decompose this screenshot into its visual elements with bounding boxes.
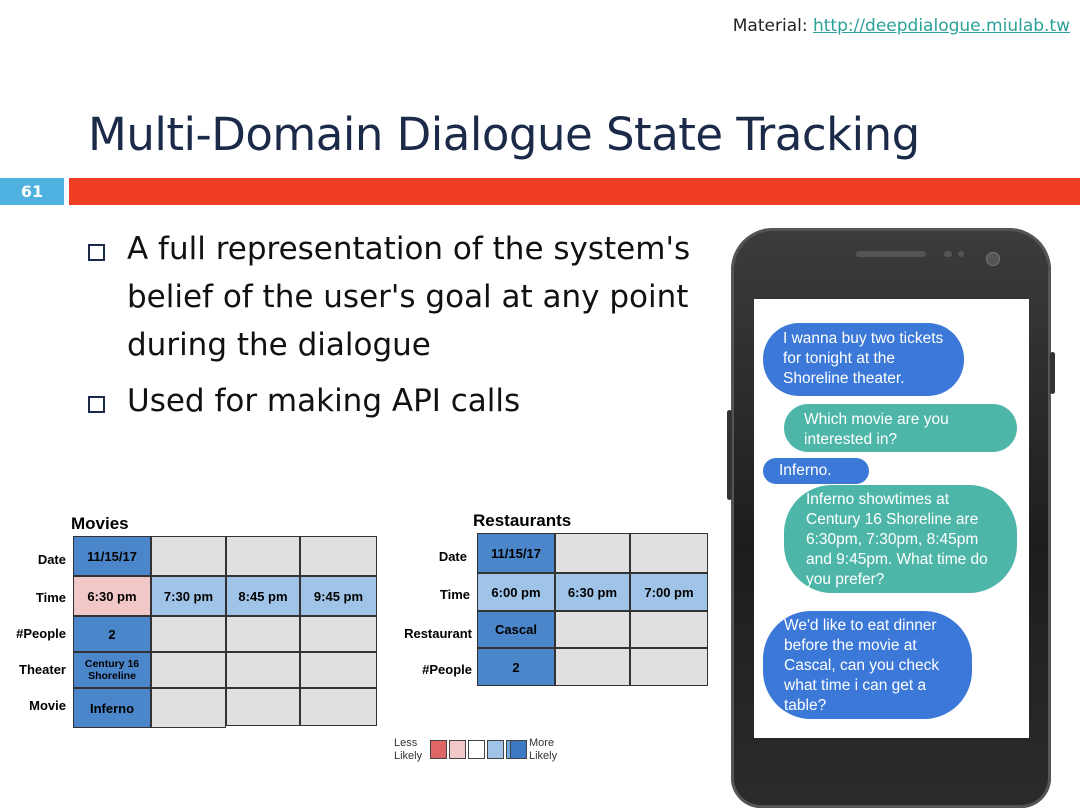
movies-cell	[151, 688, 226, 728]
restaurants-cell	[555, 611, 630, 648]
bullet-text: A full representation of the system's belief of the user's goal at any point during the dialogue	[127, 231, 691, 363]
restaurants-cell: 6:30 pm	[555, 573, 630, 611]
restaurants-row-label: Date	[438, 549, 467, 564]
movies-row-label: #People	[16, 626, 66, 641]
movies-cell: 11/15/17	[73, 536, 151, 576]
material-label: Material:	[732, 16, 808, 36]
movies-cell	[226, 536, 300, 576]
restaurants-row-label: #People	[422, 662, 472, 677]
restaurants-cell: 7:00 pm	[630, 573, 708, 611]
movies-cell	[151, 652, 226, 688]
restaurants-cell	[555, 533, 630, 573]
phone-power-button	[1050, 352, 1055, 394]
legend-less-label	[394, 737, 428, 763]
chat-bubble-user: Inferno.	[763, 458, 869, 484]
slide-number: 61	[0, 178, 64, 205]
bullet-list	[88, 225, 728, 433]
restaurants-row-label: Restaurant	[404, 626, 472, 641]
legend-swatch	[449, 740, 466, 759]
legend-less-line: Less	[394, 737, 418, 749]
movies-cell	[151, 536, 226, 576]
chat-bubble-user: I wanna buy two tickets for tonight at the Shoreline theater.	[763, 323, 964, 396]
legend-swatch	[510, 740, 527, 759]
movies-row-label: Time	[35, 590, 66, 605]
legend-swatch	[430, 740, 447, 759]
accent-bar	[69, 178, 1080, 205]
movies-cell	[151, 616, 226, 652]
restaurants-cell	[630, 533, 708, 573]
legend-more-label	[529, 737, 569, 763]
phone-camera-icon	[986, 252, 1000, 266]
movies-cell	[300, 652, 377, 688]
material-link[interactable]: http://deepdialogue.miulab.tw	[812, 16, 1070, 36]
movies-row-label: Date	[37, 552, 66, 567]
movies-cell: Inferno	[73, 688, 151, 728]
chat-bubble-user: We'd like to eat dinner before the movie at Cascal, can you check what time i can get a table?	[763, 611, 972, 719]
legend-swatch	[468, 740, 485, 759]
movies-cell: Century 16 Shoreline	[73, 652, 151, 688]
movies-cell: 9:45 pm	[300, 576, 377, 616]
restaurants-cell	[630, 611, 708, 648]
phone-sensor-icon	[944, 251, 952, 257]
movies-cell	[300, 536, 377, 576]
restaurants-cell: Cascal	[477, 611, 555, 648]
page-title: Multi-Domain Dialogue State Tracking	[88, 108, 920, 161]
bullet-item	[88, 225, 728, 369]
restaurants-row-label: Time	[439, 587, 470, 602]
chat-bubble-system: Which movie are you interested in?	[784, 404, 1017, 452]
square-bullet-icon	[88, 244, 105, 261]
movies-cell: 7:30 pm	[151, 576, 226, 616]
restaurants-cell: 6:00 pm	[477, 573, 555, 611]
phone-volume-button	[727, 410, 732, 500]
movies-table-title: Movies	[71, 514, 129, 533]
movies-row-label: Theater	[19, 662, 66, 677]
movies-cell: 2	[73, 616, 151, 652]
movies-row-label: Movie	[29, 698, 66, 713]
restaurants-cell	[630, 648, 708, 686]
chat-bubble-system: Inferno showtimes at Century 16 Shoreline are 6:30pm, 7:30pm, 8:45pm and 9:45pm. What time do you prefer?	[784, 485, 1017, 593]
movies-cell	[300, 616, 377, 652]
square-bullet-icon	[88, 396, 105, 413]
movies-cell: 8:45 pm	[226, 576, 300, 616]
restaurants-cell: 2	[477, 648, 555, 686]
bullet-item	[88, 377, 728, 425]
movies-cell	[226, 688, 300, 726]
legend-more-line: More	[529, 737, 555, 749]
movies-cell: 6:30 pm	[73, 576, 151, 616]
legend-swatch	[487, 740, 504, 759]
restaurants-cell	[555, 648, 630, 686]
restaurants-table-title: Restaurants	[473, 511, 572, 530]
phone-sensor-icon	[958, 251, 964, 257]
restaurants-cell: 11/15/17	[477, 533, 555, 573]
bullet-text: Used for making API calls	[127, 383, 521, 419]
legend-more-line: Likely	[529, 750, 558, 762]
movies-cell	[226, 616, 300, 652]
movies-cell	[300, 688, 377, 726]
phone-speaker-icon	[856, 251, 926, 257]
movies-cell	[226, 652, 300, 688]
material-source	[733, 16, 1070, 36]
legend-less-line: Likely	[394, 750, 423, 762]
